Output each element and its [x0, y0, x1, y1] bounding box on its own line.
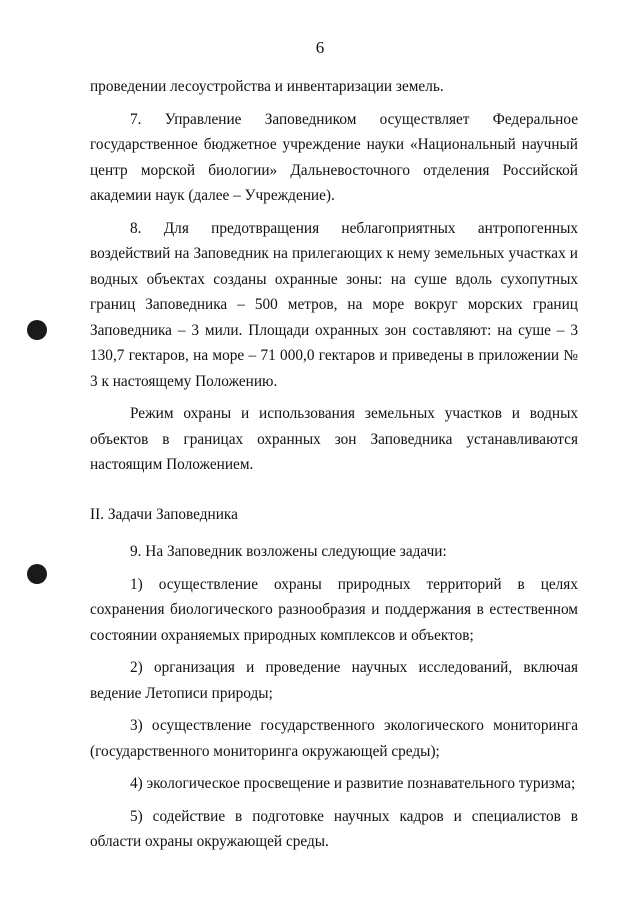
- task-item-2: 2) организация и проведение научных исследований, включая ведение Летописи природы;: [90, 659, 578, 702]
- tasks-intro: 9. На Заповедник возложены следующие задачи:: [130, 543, 447, 560]
- punch-hole-bottom: [27, 564, 47, 584]
- section-heading: II. Задачи Заповедника: [90, 505, 238, 523]
- paragraph-7: 7. Управление Заповедником осуществляет Федеральное государственное бюджетное учреждение науки «Национальный научный центр морской биологии» Дальневосточного отделения Российской академии наук (далее – Учреждение).: [90, 110, 578, 204]
- task-item-5: 5) содействие в подготовке научных кадров и специалистов в области охраны окружающей среды.: [90, 807, 578, 850]
- document-body: [90, 74, 578, 855]
- page-number: 6: [315, 38, 325, 57]
- paragraph-continuation: проведении лесоустройства и инвентаризации земель.: [90, 78, 444, 95]
- paragraph-regime: Режим охраны и использования земельных участков и водных объектов в границах охранных зон Заповедника устанавливаются настоящим Положением.: [90, 405, 578, 473]
- task-item-3: 3) осуществление государственного экологического мониторинга (государственного мониторинга окружающей среды);: [90, 717, 578, 760]
- task-item-1: 1) осуществление охраны природных территорий в целях сохранения биологического разнообразия и поддержания в естественном состоянии охраняемых природных комплексов и объектов;: [90, 575, 578, 644]
- paragraph-8: 8. Для предотвращения неблагоприятных антропогенных воздействий на Заповедник на прилегающих к нему земельных участках и водных объектах созданы охранные зоны: на суше вдоль сухопутных границ Заповедника – 500 метров, на море вокруг морских границ Заповедника – 3 мили. Площади охранных зон составляют: на суше – 3 130,7 гектаров, на море – 71 000,0 гектаров и приведены в приложении № 3 к настоящему Положению.: [90, 219, 578, 390]
- task-item-4: 4) экологическое просвещение и развитие познавательного туризма;: [130, 775, 576, 792]
- punch-hole-top: [27, 320, 47, 340]
